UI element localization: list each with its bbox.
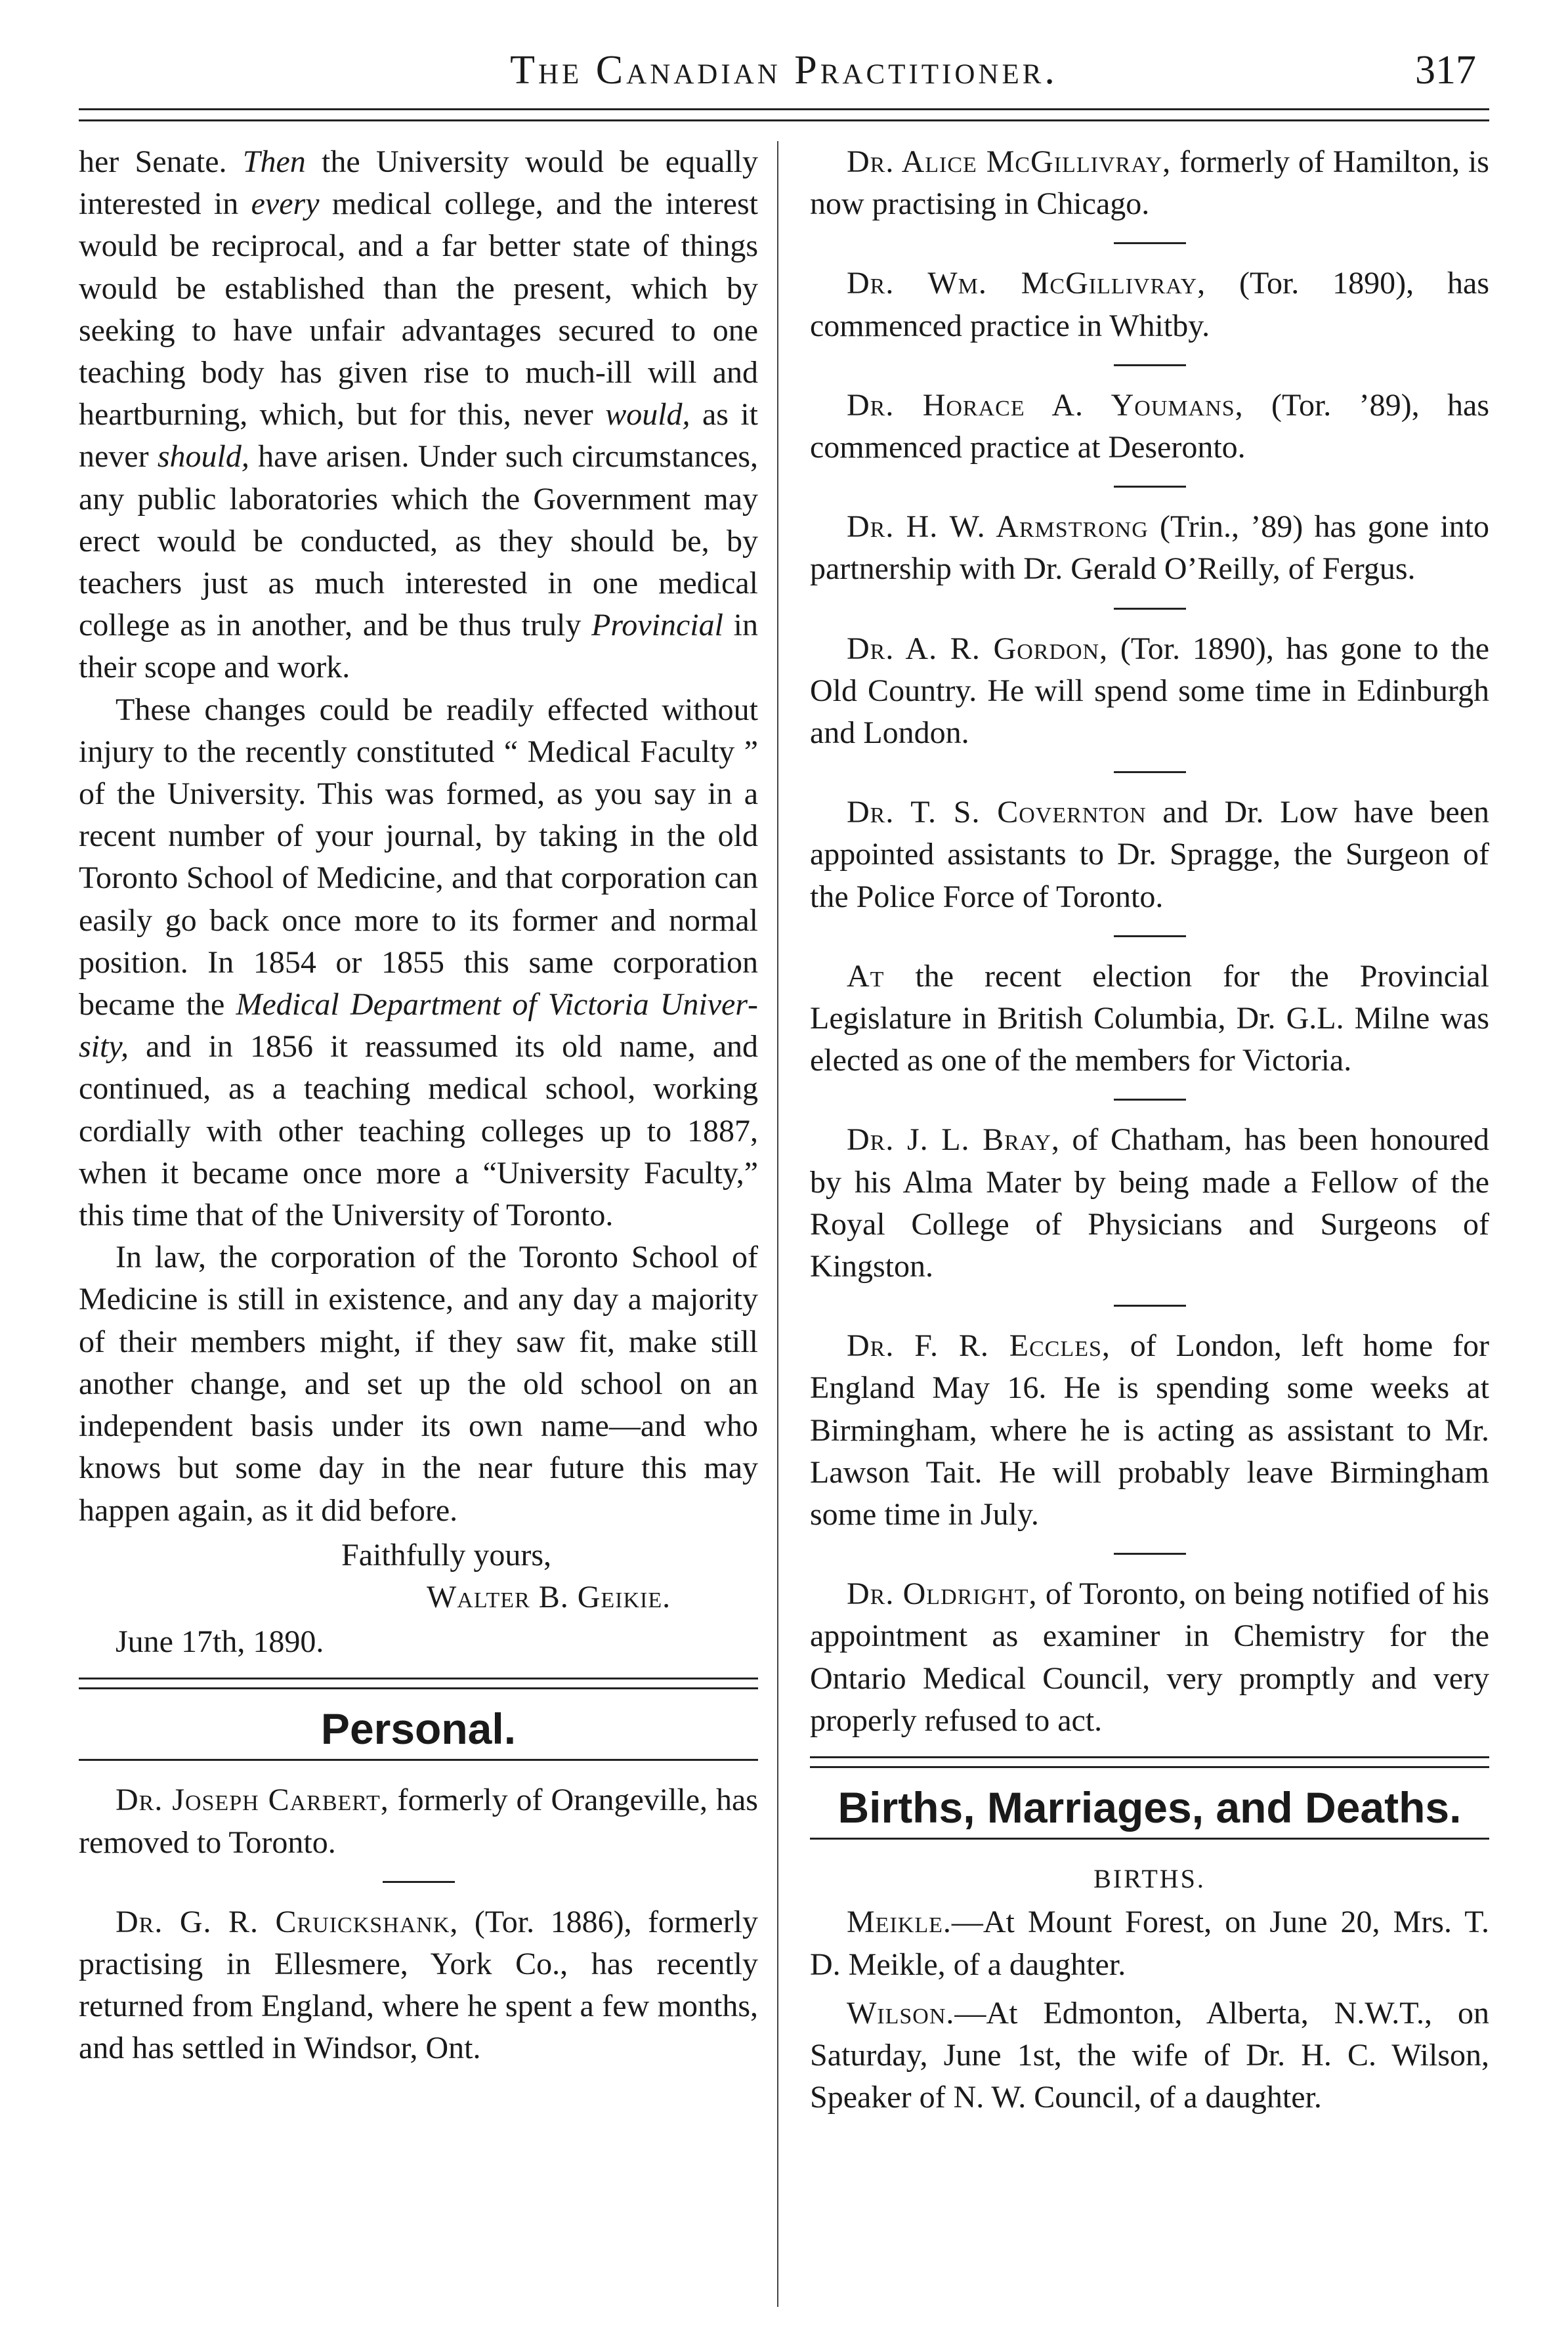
section-rule [79,1678,758,1689]
text-run: her Senate. [79,144,243,179]
text-run: medical college, and the interest would be reciprocal, and a far better state of things would be established than the present, which by seeking to have unfair advantages secured to one teaching body has given rise to much-ill will and heartburning, which, but for this, never [79,186,759,433]
item-separator [1114,1099,1186,1101]
text-run: have arisen. Under such circumstances, any public laboratories which the Government may erect would be conducted, as they should be, by teachers just as much interested in one medical college as in another, and be thus truly [79,439,759,643]
column-divider [777,141,778,2307]
italic-run: Provincial [591,608,723,643]
person-name: Dr. A. R. Gordon, [847,631,1109,666]
left-column [79,141,758,2070]
item-separator [1114,935,1186,937]
personal-item-milne [810,956,1489,1082]
person-name: Dr. Horace A. Youmans, [847,387,1244,423]
letter-paragraph-3: In law, the corporation of the Toronto School of Medicine is still in existence, and any day a majority of their members might, if they saw fit, make still another change, and set up the old school on an independent basis under its own name—and who knows but some day in the near future this may happen again, as it did before. [79,1240,758,1528]
family-name: Wilson. [847,1995,955,2031]
letter-paragraph-2 [79,689,758,1237]
section-rule [810,1756,1489,1768]
item-separator [383,1881,455,1883]
person-name: At [847,958,885,994]
running-head [79,47,1489,106]
page-number: 317 [1415,48,1476,93]
letter-date: June 17th, 1890. [116,1624,324,1660]
item-text: (Tor. 1886), formerly practising in Ellesmere, York Co., has recently returned from England, where he spent a few months, and has settled in Windsor, Ont. [79,1904,758,2066]
person-name: Dr. F. R. Eccles, [847,1328,1111,1364]
item-text: (Tor. ’89), has commenced practice at Deseronto. [810,387,1489,465]
item-separator [1114,242,1186,244]
heading-rule [79,1759,758,1761]
births-subheading: BIRTHS. [1093,1864,1206,1894]
running-title: The Canadian Practitioner. [510,48,1058,93]
personal-item-gordon [810,628,1489,755]
personal-item-eccles [810,1325,1489,1536]
italic-run: Medical Department of Victoria University, [79,987,758,1065]
item-text: (Trin., ’89) has gone into partnership with Dr. Gerald O’Reilly, of Fergus. [810,509,1489,587]
item-separator [1114,1553,1186,1555]
item-text: (Tor. 1890), has commenced practice in Whitby. [810,266,1489,343]
header-rule [79,108,1489,121]
person-name: Dr. J. L. Bray, [847,1122,1060,1158]
person-name: Dr. Oldright, [847,1576,1038,1612]
bmd-heading: Births, Marriages, and Deaths. [837,1783,1462,1832]
item-separator [1114,608,1186,610]
person-name: Dr. T. S. Covernton [847,795,1147,830]
person-name: Dr. Wm. McGillivray, [847,266,1206,301]
italic-run: should, [157,439,249,475]
person-name: Dr. H. W. Armstrong [847,509,1149,545]
birth-item-wilson [810,1993,1489,2119]
person-name: Dr. Joseph Carbert, [116,1783,389,1818]
item-separator [1114,486,1186,488]
letter-signature: Walter B. Geikie. [427,1579,671,1615]
personal-heading: Personal. [320,1704,517,1754]
item-text: of Chatham, has been honoured by his Alma Mater by being made a Fellow of the Royal College of Physicians and Surgeons of Kingston. [810,1122,1489,1284]
letter-closing: Faithfully yours, [341,1537,551,1573]
family-name: Meikle. [847,1905,952,1940]
italic-run: every [251,186,320,222]
person-name: Dr. G. R. Cruickshank, [116,1904,459,1939]
item-text: the recent election for the Provincial Legislature in British Columbia, Dr. G.L. Milne was elected as one of the members for Victoria. [810,958,1489,1078]
personal-item-alice-mcgillivray [810,141,1489,225]
personal-item-armstrong [810,506,1489,590]
item-text: —At Edmonton, Alberta, N.W.T., on Saturday, June 1st, the wife of Dr. H. C. Wilson, Speaker of N. W. Council, of a daughter. [810,1995,1489,2115]
personal-item-youmans [810,385,1489,469]
item-text: formerly of Hamilton, is now practising in Chicago. [810,144,1489,222]
text-run: These changes could be readily effected without injury to the recently constituted “ Medical Faculty ” of the University. This was formed, as you say in a recent number of your journal, by taking in the old Toronto School of Medicine, and that corporation can easily go back once more to its former and normal position. In 1854 or 1855 this same corporation became the [79,692,758,1023]
item-separator [1114,1305,1186,1307]
personal-item-oldright [810,1573,1489,1742]
person-name: Dr. Alice McGillivray, [847,144,1172,179]
birth-item-meikle [810,1901,1489,1985]
item-text: of London, left home for England May 16. He is spending some weeks at Birmingham, where he is acting as assistant to Mr. Lawson Tait. He will probably leave Birmingham some time in July. [810,1328,1489,1532]
heading-rule [810,1838,1489,1840]
personal-item-covernton [810,792,1489,918]
personal-item-cruickshank [79,1901,758,2070]
right-column [810,141,1489,2119]
text-run: the University would be equally interested in [79,144,758,222]
personal-item-carbert [79,1779,758,1863]
text-run: and in 1856 it reassumed its old name, and continued, as a teaching medical school, working cordially with other teaching colleges up to 1887, when it became once more a “University Faculty,” this time that of the University of Toronto. [79,1029,758,1233]
text-run: as it never [79,397,758,475]
italic-run: Then [242,144,306,179]
item-text: formerly of Orangeville, has removed to Toronto. [79,1783,758,1860]
item-text: (Tor. 1890), has gone to the Old Country. He will spend some time in Edinburgh and London. [810,631,1489,751]
italic-run: would, [605,397,690,433]
item-separator [1114,364,1186,366]
personal-item-bray [810,1119,1489,1288]
personal-item-wm-mcgillivray [810,263,1489,347]
item-separator [1114,771,1186,773]
text-run: in their scope and work. [79,608,758,685]
letter-paragraph-1 [79,141,758,689]
item-text: and Dr. Low have been appointed assistants to Dr. Spragge, the Surgeon of the Police Force of Toronto. [810,795,1490,914]
item-text: of Toronto, on being notified of his appointment as examiner in Chemistry for the Ontario Medical Council, very promptly and very properly refused to act. [810,1576,1489,1738]
item-text: —At Mount Forest, on June 20, Mrs. T. D. Meikle, of a daughter. [810,1905,1489,1982]
